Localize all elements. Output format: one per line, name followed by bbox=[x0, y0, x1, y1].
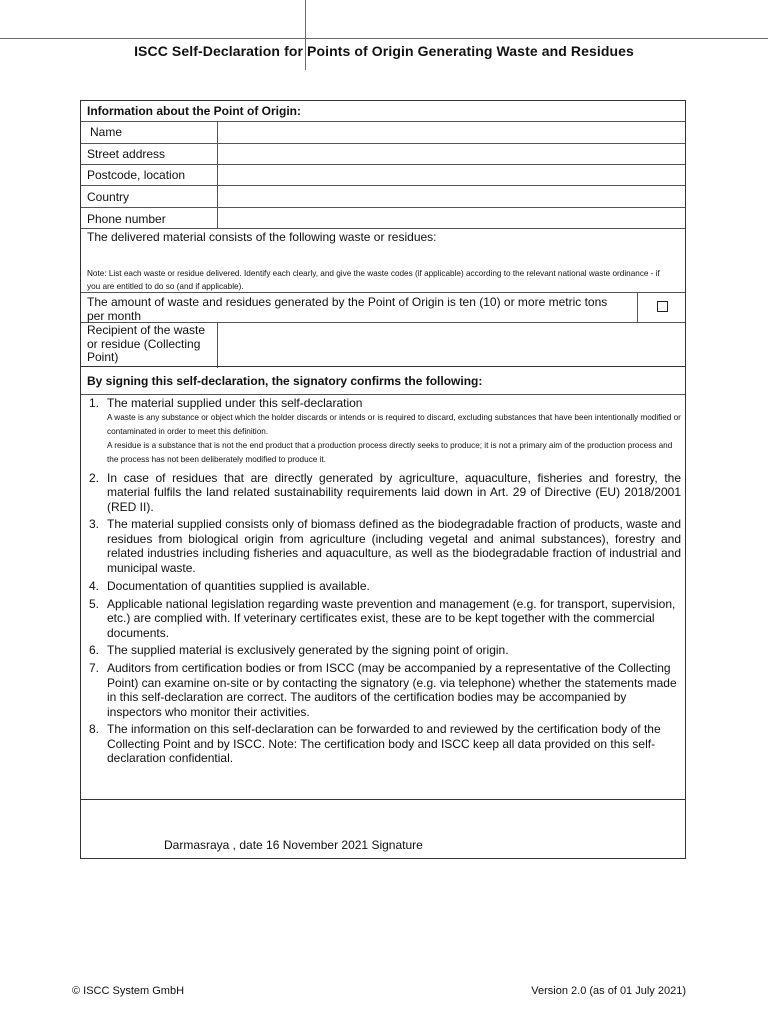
amount-checkbox-cell bbox=[637, 293, 685, 322]
list-item-number: 7. bbox=[89, 661, 100, 676]
confirmation-table bbox=[80, 366, 686, 800]
material-row bbox=[81, 228, 685, 293]
recipient-label: Recipient of the waste or residue (Collecting Point) bbox=[81, 323, 218, 368]
signature-line: Darmasraya , date 16 November 2021 Signature bbox=[164, 838, 423, 852]
material-heading: The delivered material consists of the following waste or residues: bbox=[87, 230, 437, 244]
list-item-number: 5. bbox=[89, 596, 100, 611]
list-item-number: 3. bbox=[89, 517, 100, 532]
confirmation-heading-row bbox=[81, 367, 685, 395]
street-address-field[interactable] bbox=[223, 147, 678, 161]
origin-info-table bbox=[80, 100, 686, 367]
recipient-field[interactable] bbox=[223, 326, 678, 362]
list-item-text: Applicable national legislation regarding waste prevention and management (e.g. for transport, supervision, etc.) are complied with. If veterinary certificates exist, these are to be kept together with the commercial documents. bbox=[107, 596, 676, 640]
list-item-number: 2. bbox=[89, 470, 100, 485]
postcode-field[interactable] bbox=[223, 168, 678, 182]
list-item-text: The information on this self-declaration can be forwarded to and reviewed by the certification body of the Collecting Point and by ISCC. Note: The certification body and ISCC keep all data provided on this self-declaration confidential. bbox=[107, 722, 661, 766]
material-note: Note: List each waste or residue delivered. Identify each clearly, and give the waste codes (if applicable) according to the relevant national waste ordinance - if you are entitled to do so (and if applicable). bbox=[87, 269, 660, 291]
list-item-text: Documentation of quantities supplied is available. bbox=[107, 578, 370, 593]
list-item-number: 8. bbox=[89, 722, 100, 737]
document-title: ISCC Self-Declaration for Points of Origin Generating Waste and Residues bbox=[134, 43, 634, 59]
amount-statement: The amount of waste and residues generated by the Point of Origin is ten (10) or more metric tons per month bbox=[87, 295, 608, 323]
list-item bbox=[81, 579, 685, 594]
waste-definition: A waste is any substance or object which the holder discards or intends or is required to discard, excluding substances that have been intentionally modified or contaminated in order to meet this definition. bbox=[107, 412, 681, 436]
list-item bbox=[81, 643, 685, 658]
footer-copyright: © ISCC System GmbH bbox=[72, 985, 185, 997]
list-item bbox=[81, 661, 685, 719]
field-label-country: Country bbox=[81, 186, 218, 207]
list-item-number: 6. bbox=[89, 643, 100, 658]
list-item-text: In case of residues that are directly generated by agriculture, aquaculture, fisheries and forestry, the material fulfils the land related sustainability requirements laid down in Art. 29 of Directive (EU) 2018/2001 (RED II). bbox=[107, 470, 681, 514]
list-item-text: The material supplied under this self-declaration bbox=[107, 396, 363, 410]
list-item bbox=[81, 517, 685, 575]
list-item bbox=[81, 471, 685, 515]
phone-number-field[interactable] bbox=[223, 211, 678, 225]
country-field[interactable] bbox=[223, 189, 678, 203]
footer-version: Version 2.0 (as of 01 July 2021) bbox=[531, 985, 686, 997]
field-row-country bbox=[81, 186, 685, 208]
list-item-text: The supplied material is exclusively generated by the signing point of origin. bbox=[107, 643, 509, 658]
field-row-street bbox=[81, 144, 685, 165]
list-item bbox=[81, 597, 685, 641]
amount-row bbox=[81, 293, 685, 323]
recipient-row bbox=[81, 323, 685, 368]
residue-definition: A residue is a substance that is not the end product that a production process directly seeks to produce; it is not a primary aim of the production process and the process has not been deliberately modified to produce it. bbox=[107, 440, 673, 465]
confirmation-heading: By signing this self-declaration, the signatory confirms the following: bbox=[87, 374, 483, 388]
signature-box bbox=[80, 799, 686, 859]
name-field[interactable] bbox=[223, 125, 678, 139]
field-label-postcode: Postcode, location bbox=[81, 165, 218, 185]
field-row-phone bbox=[81, 208, 685, 229]
amount-checkbox[interactable] bbox=[657, 301, 668, 312]
field-row-name bbox=[81, 122, 685, 144]
list-item-number: 1. bbox=[89, 396, 100, 410]
list-item-number: 4. bbox=[89, 578, 100, 593]
field-label-name: Name bbox=[81, 122, 218, 143]
list-item-text: The material supplied consists only of biomass defined as the biodegradable fraction of products, waste and residues from biological origin from agriculture (including vegetal and animal substances), forestry and related industries including fisheries and aquaculture, as well as the biodegradable fraction of industrial and municipal waste. bbox=[107, 517, 681, 575]
origin-heading: Information about the Point of Origin: bbox=[87, 104, 301, 118]
field-row-postcode bbox=[81, 165, 685, 186]
crop-mark-horizontal bbox=[0, 38, 768, 39]
list-item bbox=[81, 396, 685, 467]
list-item-text: Auditors from certification bodies or from ISCC (may be accompanied by a representative of the Collecting Point) can examine on-site or by contacting the signatory (e.g. via telephone) whether the statements made in this self-declaration are correct. The auditors of the certification bodies may be accompanied by inspectors who monitor their activities. bbox=[107, 661, 677, 719]
field-label-street: Street address bbox=[81, 144, 218, 164]
crop-mark-vertical bbox=[305, 0, 306, 70]
origin-heading-row bbox=[81, 101, 685, 122]
list-item bbox=[81, 722, 685, 766]
field-label-phone: Phone number bbox=[81, 208, 218, 229]
confirmation-list bbox=[81, 396, 685, 769]
